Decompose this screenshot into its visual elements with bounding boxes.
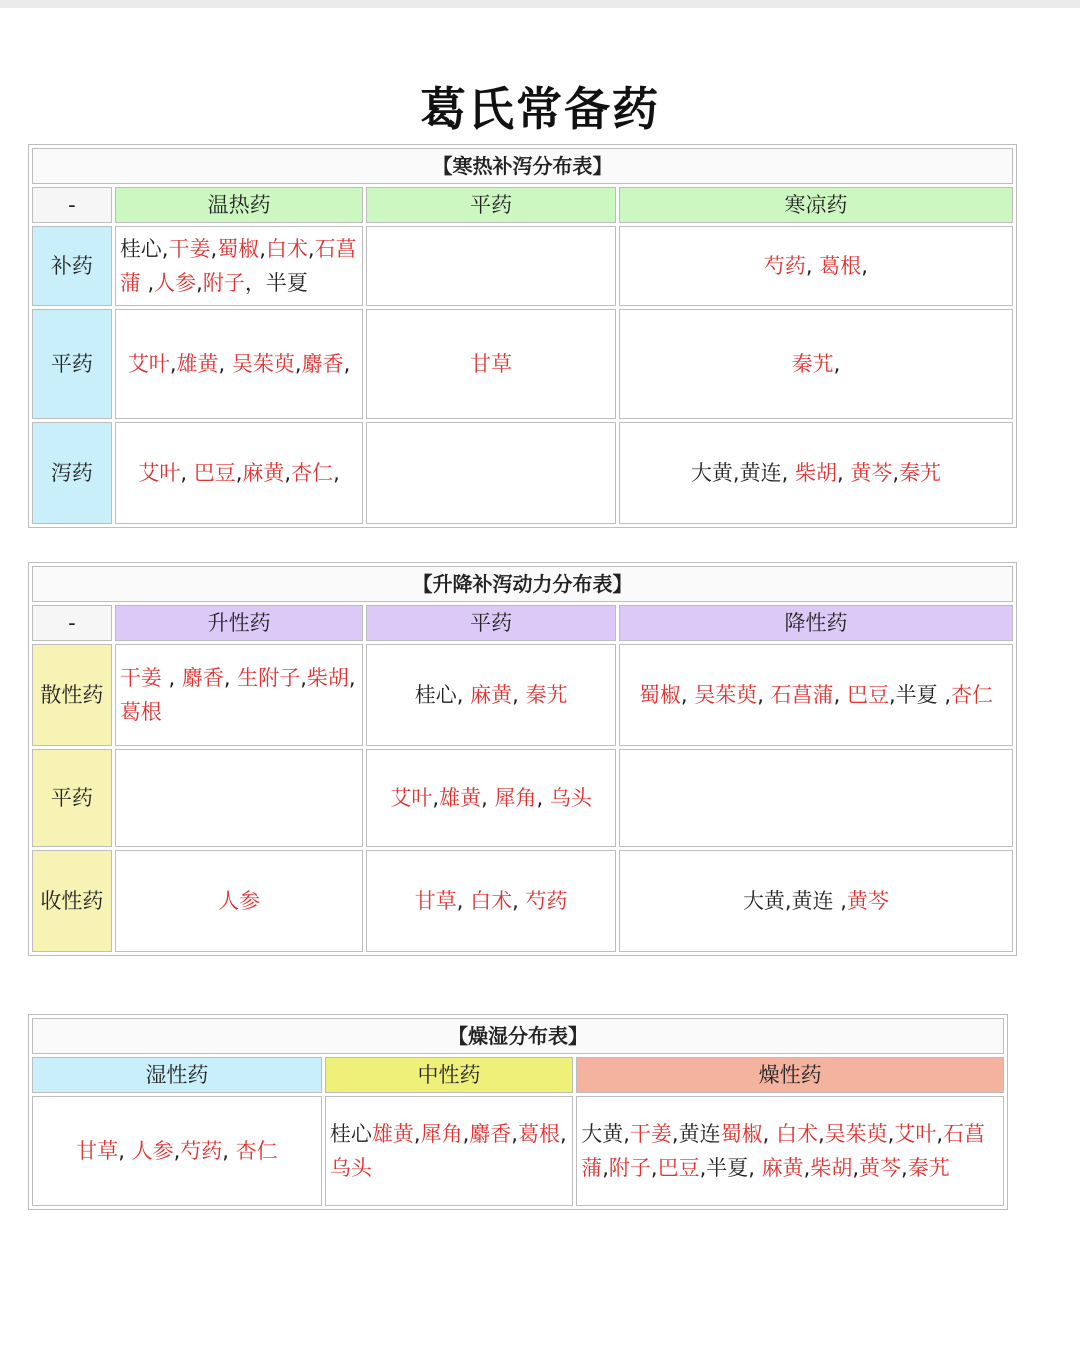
separator-text: ,半夏, [699,1156,755,1180]
separator-text: ,黄连 [671,1122,721,1146]
separator-text: , [833,683,841,707]
row-header: 泻药 [32,422,112,524]
herb-name: 吴茱萸 [824,1122,888,1146]
herb-name: 吴茱萸 [225,352,295,376]
herb-name: 黄芩 [859,1156,902,1180]
herb-name: 柴胡 [306,666,349,690]
herb-cell [115,644,364,746]
herb-name: 蜀椒 [720,1122,763,1146]
herb-name: 杏仁 [228,1139,278,1163]
herb-cell [366,850,616,952]
herb-name: 葛根 [517,1122,560,1146]
herb-name: 麝香 [469,1122,512,1146]
separator-text: , [536,786,544,810]
row-header: 补药 [32,226,112,306]
separator-text: , [650,1156,658,1180]
herb-cell [32,1096,322,1206]
herb-name: 柴胡 [810,1156,853,1180]
separator-text: , [413,1122,421,1146]
herb-name: 巴豆 [187,461,236,485]
herb-cell [115,226,364,306]
row-header: 平药 [32,309,112,419]
separator-text: , [235,461,243,485]
herb-name: 干姜 [629,1122,672,1146]
herb-name: 艾叶 [894,1122,937,1146]
separator-text: , [210,237,218,261]
herb-cell [366,226,616,306]
herb-name: 杏仁 [951,683,994,707]
separator-text: 桂心 [329,1122,372,1146]
herb-name: 石菖蒲 [119,237,357,295]
herb-name: 人参 [218,889,261,913]
separator-text: , [462,1122,470,1146]
separator-text: , [218,352,226,376]
herb-name: 艾叶 [390,786,433,810]
separator-text: , [512,683,519,707]
herb-name: 干姜 [119,666,162,690]
separator-text: 桂心, [414,683,464,707]
herb-name: 巴豆 [840,683,889,707]
separator-text: , [757,683,764,707]
separator-text: , [300,666,307,690]
herb-name: 乌头 [329,1156,372,1180]
herb-cell [115,309,364,419]
separator-text: , [805,254,813,278]
separator-text: , [259,237,266,261]
herb-name: 艾叶 [138,461,181,485]
ascend-descend-table [28,562,1017,956]
column-header: 平药 [366,187,616,223]
herb-name: 芍药 [763,254,806,278]
separator-text: , [852,1156,860,1180]
separator-text: , [833,352,841,376]
herb-name: 犀角 [487,786,537,810]
herb-cell [115,850,364,952]
separator-text: , [140,271,155,295]
herb-name: 人参 [124,1139,174,1163]
herb-name: 甘草 [414,889,457,913]
herb-cell [619,644,1013,746]
herb-name: 附子 [202,271,245,295]
herb-name: 蜀椒 [217,237,260,261]
separator-text: , [481,786,488,810]
column-header: 平药 [366,605,616,641]
herb-name: 白术 [769,1122,818,1146]
herb-cell [619,422,1013,524]
herb-cell [325,1096,573,1206]
separator-text: , [861,254,868,278]
herb-cell [576,1096,1004,1206]
separator-text: , [161,666,176,690]
separator-text: , [223,666,231,690]
herb-name: 麝香 [175,666,224,690]
separator-text: ，半夏 [244,271,308,295]
herb-name: 秦艽 [518,683,568,707]
separator-text: 大黄, [581,1122,630,1146]
separator-text: , [173,1139,181,1163]
table-caption: 【寒热补泻分布表】 [32,148,1013,184]
separator-text: , [559,1122,567,1146]
herb-name: 艾叶 [127,352,170,376]
herb-name: 白术 [463,889,513,913]
dry-damp-table [28,1014,1008,1210]
separator-text: , [456,889,464,913]
separator-text: , [222,1139,229,1163]
herb-name: 石菖蒲 [581,1122,986,1180]
herb-name: 石菖蒲 [763,683,834,707]
herb-name: 蜀椒 [638,683,681,707]
herb-name: 甘草 [76,1139,119,1163]
separator-text: 大黄,黄连, [690,461,789,485]
separator-text: , [284,461,292,485]
separator-text: , [512,889,519,913]
herb-name: 芍药 [180,1139,223,1163]
separator-text: , [307,237,315,261]
table-caption: 【升降补泻动力分布表】 [32,566,1013,602]
herb-cell [366,422,616,524]
separator-text: , [680,683,688,707]
separator-text: , [936,1122,944,1146]
herb-name: 雄黄 [439,786,482,810]
herb-name: 麻黄 [242,461,285,485]
herb-cell [619,850,1013,952]
separator-text: , [196,271,203,295]
row-header: 散性药 [32,644,112,746]
herb-name: 附子 [608,1156,651,1180]
herb-name: 犀角 [420,1122,463,1146]
herb-cell [115,422,364,524]
column-header: 温热药 [115,187,364,223]
herb-name: 干姜 [168,237,211,261]
separator-text: 大黄,黄连 , [742,889,847,913]
column-header: 升性药 [115,605,364,641]
herb-cell [366,749,616,847]
separator-text: , [762,1122,770,1146]
herb-name: 吴茱萸 [687,683,758,707]
separator-text: , [118,1139,125,1163]
separator-text: , [333,461,340,485]
column-header: 湿性药 [32,1057,322,1093]
separator-text: , [887,1122,895,1146]
herb-cell [366,309,616,419]
herb-name: 人参 [154,271,197,295]
herb-name: 黄芩 [846,889,889,913]
page-title: 葛氏常备药 [420,82,660,136]
herb-name: 芍药 [518,889,568,913]
herb-name: 雄黄 [176,352,219,376]
herb-name: 葛根 [812,254,862,278]
separator-text: , [432,786,440,810]
separator-text: , [169,352,177,376]
herb-cell [115,749,364,847]
separator-text: , [803,1156,811,1180]
table-caption: 【燥湿分布表】 [32,1018,1004,1054]
corner-cell: - [32,187,112,223]
herb-name: 巴豆 [657,1156,700,1180]
herb-name: 白术 [265,237,308,261]
separator-text: , [901,1156,908,1180]
column-header: 寒凉药 [619,187,1013,223]
separator-text: , [892,461,900,485]
herb-name: 黄芩 [843,461,893,485]
herb-name: 葛根 [119,700,162,724]
herb-name: 生附子 [230,666,301,690]
herb-cell [619,749,1013,847]
herb-cell [366,644,616,746]
column-header: 降性药 [619,605,1013,641]
separator-text: , [348,666,356,690]
cold-heat-table [28,144,1017,528]
herb-name: 麻黄 [754,1156,804,1180]
separator-text: , [180,461,188,485]
herb-name: 秦艽 [907,1156,950,1180]
herb-name: 甘草 [470,352,513,376]
column-header: 燥性药 [576,1057,1004,1093]
top-status-strip [0,0,1080,8]
herb-cell [619,226,1013,306]
herb-name: 乌头 [543,786,592,810]
separator-text: ,半夏 , [889,683,952,707]
herb-name: 雄黄 [371,1122,414,1146]
row-header: 平药 [32,749,112,847]
separator-text: , [343,352,351,376]
corner-cell: - [32,605,112,641]
herb-name: 麝香 [301,352,344,376]
separator-text: , [511,1122,518,1146]
column-header: 中性药 [325,1057,573,1093]
herb-name: 杏仁 [291,461,334,485]
separator-text: , [836,461,844,485]
separator-text: 桂心, [119,237,169,261]
separator-text: , [817,1122,825,1146]
row-header: 收性药 [32,850,112,952]
herb-name: 秦艽 [899,461,942,485]
separator-text: , [602,1156,609,1180]
separator-text: , [294,352,302,376]
herb-name: 秦艽 [791,352,834,376]
herb-name: 柴胡 [788,461,837,485]
herb-name: 麻黄 [463,683,513,707]
herb-cell [619,309,1013,419]
